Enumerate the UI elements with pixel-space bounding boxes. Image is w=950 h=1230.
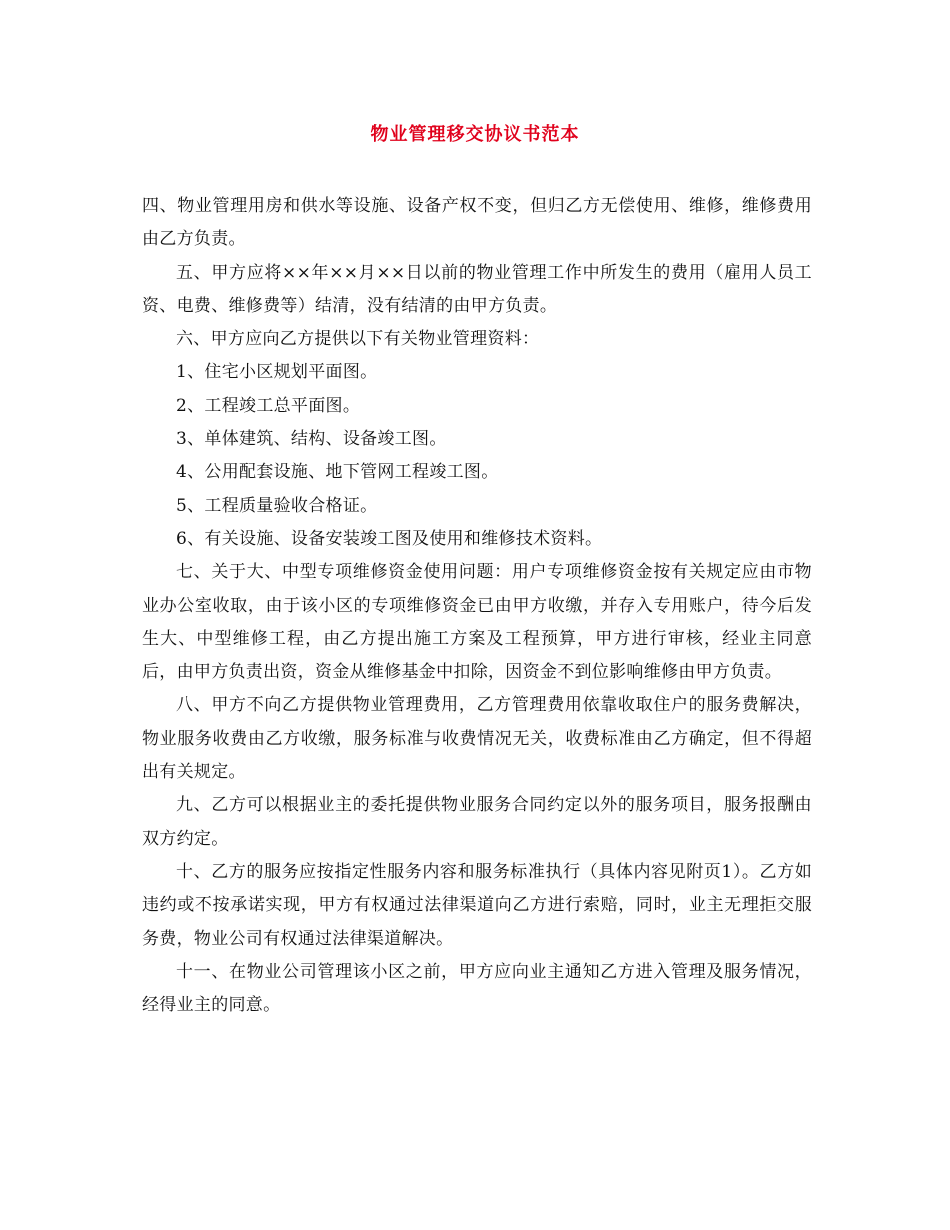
paragraph-10: 十、乙方的服务应按指定性服务内容和服务标准执行（具体内容见附页1）。乙方如违约或不按承诺实现，甲方有权通过法律渠道向乙方进行索赔，同时，业主无理拒交服务费，物业公司有权通过法律渠道解决。 [142, 861, 812, 949]
list-item-2: 2、工程竣工总平面图。 [176, 395, 361, 416]
paragraph-7: 七、关于大、中型专项维修资金使用问题：用户专项维修资金按有关规定应由市物业办公室收取，由于该小区的专项维修资金已由甲方收缴，并存入专用账户，待今后发生大、中型维修工程，由乙方提出施工方案及工程预算，甲方进行审核，经业主同意后，由甲方负责出资，资金从维修基金中扣除，因资金不到位影响维修由甲方负责。 [142, 562, 812, 683]
paragraph-8: 八、甲方不向乙方提供物业管理费用，乙方管理费用依靠收取住户的服务费解决，物业服务收费由乙方收缴，服务标准与收费情况无关，收费标准由乙方确定，但不得超出有关规定。 [142, 695, 812, 783]
list-item-4: 4、公用配套设施、地下管网工程竣工图。 [176, 462, 499, 483]
paragraph-9: 九、乙方可以根据业主的委托提供物业服务合同约定以外的服务项目，服务报酬由双方约定。 [142, 795, 812, 849]
list-item-5: 5、工程质量验收合格证。 [176, 495, 378, 516]
document-body [142, 190, 812, 1022]
paragraph-11: 十一、在物业公司管理该小区之前，甲方应向业主通知乙方进入管理及服务情况，经得业主的同意。 [142, 961, 812, 1016]
paragraph-6: 六、甲方应向乙方提供以下有关物业管理资料： [176, 329, 540, 350]
paragraph-5: 五、甲方应将××年××月××日以前的物业管理工作中所发生的费用（雇用人员工资、电费、维修费等）结清，没有结清的由甲方负责。 [142, 262, 812, 316]
list-item-6: 6、有关设施、设备安装竣工图及使用和维修技术资料。 [176, 528, 603, 549]
document-title: 物业管理移交协议书范本 [370, 124, 580, 145]
list-item-3: 3、单体建筑、结构、设备竣工图。 [176, 429, 447, 450]
paragraph-4: 四、物业管理用房和供水等设施、设备产权不变，但归乙方无偿使用、维修，维修费用由乙方负责。 [142, 196, 812, 250]
list-item-1: 1、住宅小区规划平面图。 [176, 362, 378, 383]
